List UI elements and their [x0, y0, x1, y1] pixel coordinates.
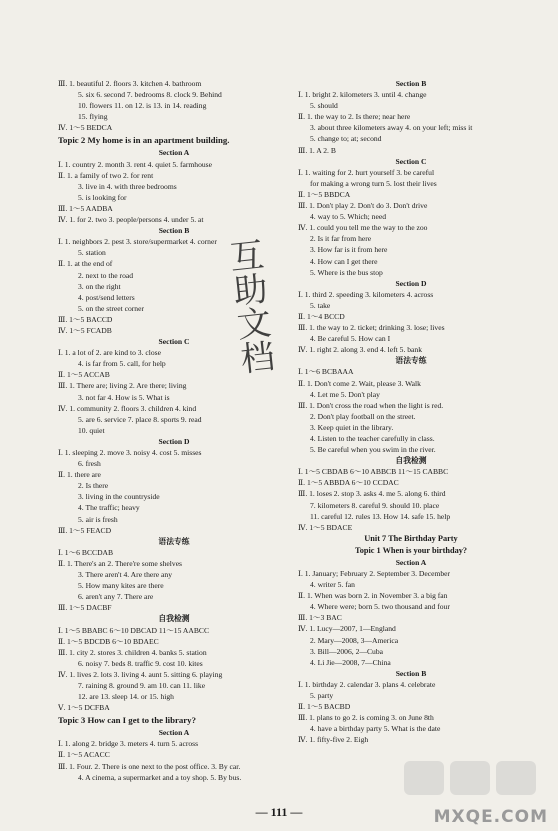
exercise-heading: 自我检测 [395, 456, 427, 466]
unit-heading: Unit 7 The Birthday Party [364, 533, 458, 543]
answer-line: 4. The traffic; heavy [78, 503, 140, 513]
answer-line: Ⅳ. 1～5 BEDCA [58, 123, 113, 133]
answer-line: Ⅲ. 1. loses 2. stop 3. asks 4. me 5. along 6. third [298, 489, 446, 499]
answer-line: 3. not far 4. How is 5. What is [78, 392, 170, 402]
answer-line: 2. Is there [78, 481, 109, 491]
answer-line: 2. Don't play football on the street. [310, 411, 416, 421]
answer-line: 10. quiet [78, 425, 105, 435]
answer-line: Ⅰ. 1. sleeping 2. move 3. noisy 4. cost 5. misses [58, 448, 202, 457]
answer-line: 4. writer 5. fan [310, 580, 355, 590]
answer-line: Ⅲ. 1～5 AADBA [58, 203, 113, 213]
answer-line: 3. Keep quiet in the library. [310, 422, 394, 432]
exercise-heading: 语法专练 [158, 536, 190, 546]
answer-line: Ⅰ. 1. third 2. speeding 3. kilometers 4. across [298, 289, 434, 299]
answer-line: 5. change to; at; second [310, 134, 382, 144]
answer-line: 4. A cinema, a supermarket and a toy shop. 5. By bus. [78, 772, 242, 782]
answer-line: Ⅳ. 1～5 BDACE [298, 522, 353, 532]
answer-line: Ⅰ. 1～6 BCCDAB [58, 547, 114, 557]
answer-line: Ⅱ. 1. a family of two 2. for rent [58, 170, 154, 180]
answer-line: 4. is far from 5. call, for help [78, 359, 166, 369]
answer-line: 3. How far is it from here [310, 245, 388, 255]
answer-line: Ⅰ. 1. bright 2. kilometers 3. until 4. change [298, 90, 427, 100]
answer-line: Ⅱ. 1～5 BDCDB 6～10 BDAEC [58, 636, 159, 646]
answer-line: Ⅱ. 1. at the end of [58, 259, 113, 269]
answer-line: 5. on the street corner [78, 303, 144, 313]
answer-line: Ⅳ. 1. could you tell me the way to the zoo [298, 223, 428, 233]
answer-line: Ⅰ. 1. country 2. month 3. rent 4. quiet 5. farmhouse [58, 159, 213, 169]
unit-heading: Topic 1 When is your birthday? [354, 545, 468, 555]
answer-line: 3. Bill—2006, 2—Cuba [310, 646, 383, 656]
answer-line: Ⅲ. 1. plans to go 2. is coming 3. on June 8th [298, 713, 434, 723]
answer-line: 10. flowers 11. on 12. is 13. in 14. reading [78, 101, 207, 111]
answer-line: 4. Let me 5. Don't play [310, 389, 380, 399]
topic-heading: Topic 3 How can I get to the library? [58, 715, 196, 726]
section-heading: Section A [395, 557, 427, 567]
answer-line: Ⅰ. 1～5 BBABC 6～10 DBCAD 11～15 AABCC [58, 625, 210, 635]
answer-line: 5. take [310, 300, 331, 310]
answer-line: Ⅱ. 1. there are [58, 470, 101, 480]
answer-line: 6. aren't any 7. There are [78, 592, 154, 602]
answer-line: Ⅱ. 1. Don't come 2. Wait, please 3. Walk [298, 378, 421, 388]
answer-line: Ⅲ. 1～3 BAC [298, 613, 342, 623]
answer-line: 5. Be careful when you swim in the river. [310, 445, 436, 455]
answer-line: 2. Is it far from here [310, 234, 372, 244]
section-heading: Section C [158, 337, 190, 347]
answer-line: Ⅲ. 1～5 BACCD [58, 314, 113, 324]
answer-line: Ⅲ. 1. A 2. B [298, 145, 336, 155]
answer-line: 5. is looking for [78, 192, 127, 202]
answer-line: Ⅰ. 1～5 CBDAB 6～10 ABBCB 11～15 CABBC [298, 467, 449, 477]
answer-line: Ⅰ. 1. neighbors 2. pest 3. store/supermarket 4. corner [58, 237, 217, 247]
answer-line: 4. Be careful 5. How can I [310, 334, 391, 344]
answer-line: 5. station [78, 248, 106, 258]
left-column [58, 78, 290, 783]
section-heading: Section B [158, 226, 190, 236]
section-heading: Section D [395, 278, 427, 288]
answer-line: Ⅱ. 1. the way to 2. Is there; near here [298, 112, 411, 122]
answer-line: 5. six 6. second 7. bedrooms 8. clock 9. Behind [78, 90, 222, 100]
exercise-heading: 语法专练 [395, 356, 427, 366]
answer-line: Ⅲ. 1. Four. 2. There is one next to the post office. 3. By car. [58, 761, 241, 771]
answer-line: 4. way to 5. Which; need [310, 212, 386, 222]
answer-line: Ⅳ. 1～5 FCADB [58, 325, 112, 335]
answer-line: 5. How many kites are there [78, 581, 164, 591]
answer-line: Ⅰ. 1. birthday 2. calendar 3. plans 4. celebrate [298, 679, 436, 689]
answer-line: Ⅲ. 1～5 DACBF [58, 603, 112, 613]
answer-line: Ⅱ. 1～5 BACBD [298, 702, 351, 712]
answer-line: for making a wrong turn 5. lost their lives [310, 178, 437, 188]
answer-line: Ⅲ. 1. Don't cross the road when the light is red. [298, 400, 444, 410]
handwritten-stamp: 互助文档 [221, 236, 276, 376]
answer-line: Ⅳ. 1. for 2. two 3. people/persons 4. under 5. at [58, 215, 204, 225]
answer-line: Ⅴ. 1～5 DCFBA [58, 703, 110, 713]
answer-line: 12. are 13. sleep 14. or 15. high [78, 692, 174, 702]
answer-line: 5. party [310, 690, 334, 700]
answer-line: Ⅱ. 1～5 ABBDA 6～10 CCDAC [298, 478, 399, 488]
answer-line: Ⅰ. 1. January; February 2. September 3. December [298, 568, 451, 578]
answer-line: 5. Where is the bus stop [310, 267, 383, 277]
answer-line: Ⅰ. 1. a lot of 2. are kind to 3. close [58, 348, 161, 358]
answer-line: Ⅲ. 1. There are; living 2. Are there; living [58, 381, 187, 391]
answer-line: Ⅲ. 1～5 FEACD [58, 525, 112, 535]
answer-line: Ⅱ. 1. There's an 2. There're some shelves [58, 558, 183, 568]
answer-line: Ⅰ. 1. along 2. bridge 3. meters 4. turn 5. across [58, 739, 199, 749]
answer-line: 5. are 6. service 7. place 8. sports 9. read [78, 414, 202, 424]
answer-line: Ⅲ. 1. Don't play 2. Don't do 3. Don't drive [298, 201, 428, 211]
answer-line: 2. next to the road [78, 270, 134, 280]
answer-line: 3. on the right [78, 281, 121, 291]
answer-line: Ⅳ. 1. fifty-five 2. Eigh [298, 735, 369, 745]
answer-line: Ⅱ. 1～5 BBDCA [298, 189, 351, 199]
answer-line: 5. air is fresh [78, 514, 118, 524]
answer-line: 15. flying [78, 112, 108, 122]
answer-line: Ⅳ. 1. lives 2. lots 3. living 4. aunt 5. sitting 6. playing [58, 669, 223, 679]
answer-line: 7. kilometers 8. careful 9. should 10. place [310, 500, 440, 510]
answer-line: 7. raining 8. ground 9. am 10. can 11. like [78, 680, 206, 690]
answer-line: 6. noisy 7. beds 8. traffic 9. cost 10. kites [78, 658, 203, 668]
answer-line: 6. fresh [78, 459, 101, 469]
answer-line: 4. Listen to the teacher carefully in class. [310, 434, 435, 443]
answer-line: 4. Li Jie—2008, 7—China [310, 657, 391, 667]
answer-line: Ⅳ. 1. Lucy—2007, 1—England [298, 624, 396, 634]
exercise-heading: 自我检测 [158, 614, 190, 624]
answer-line: 5. should [310, 101, 338, 111]
answer-line: Ⅱ. 1. When was born 2. in November 3. a big fan [298, 591, 448, 601]
answer-line: Ⅱ. 1～4 BCCD [298, 311, 345, 321]
section-heading: Section A [158, 148, 190, 158]
section-heading: Section B [395, 79, 427, 88]
answer-line: Ⅲ. 1. city 2. stores 3. children 4. banks 5. station [58, 647, 207, 657]
answer-line: 4. post/send letters [78, 292, 135, 302]
answer-line: 3. There aren't 4. Are there any [78, 570, 172, 580]
answer-line: 2. Mary—2008, 3—America [310, 635, 399, 645]
topic-heading: Topic 2 My home is in an apartment building. [58, 135, 230, 146]
section-heading: Section A [158, 728, 190, 738]
answer-line: 3. live in 4. with three bedrooms [78, 181, 177, 191]
page-number: — 111 — [255, 805, 303, 819]
answer-line: 3. about three kilometers away 4. on your left; miss it [310, 123, 473, 133]
section-heading: Section B [395, 668, 427, 678]
section-heading: Section C [395, 156, 427, 166]
answer-line: Ⅳ. 1. right 2. along 3. end 4. left 5. bank [298, 345, 423, 355]
answer-line: Ⅰ. 1～6 BCBAAA [298, 367, 354, 377]
section-heading: Section D [158, 436, 190, 446]
answer-line: Ⅳ. 1. community 2. floors 3. children 4. kind [58, 403, 197, 413]
watermark-text: MXQE.COM [433, 807, 548, 827]
answer-line: 4. have a birthday party 5. What is the date [310, 724, 441, 734]
answer-line: 3. living in the countryside [78, 492, 160, 502]
answer-line: Ⅲ. 1. beautiful 2. floors 3. kitchen 4. bathroom [58, 79, 202, 88]
answer-line: 4. How can I get there [310, 256, 378, 266]
answer-line: Ⅱ. 1～5 ACCAB [58, 370, 110, 380]
answer-line: Ⅰ. 1. waiting for 2. hurt yourself 3. be careful [298, 167, 435, 177]
right-column [298, 78, 524, 745]
answer-line: 11. careful 12. rules 13. How 14. safe 15. help [310, 511, 451, 521]
answer-line: Ⅱ. 1～5 ACACC [58, 750, 110, 760]
answer-line: 4. Where were; born 5. two thousand and four [310, 602, 450, 612]
answer-line: Ⅲ. 1. the way to 2. ticket; drinking 3. lose; lives [298, 323, 445, 333]
